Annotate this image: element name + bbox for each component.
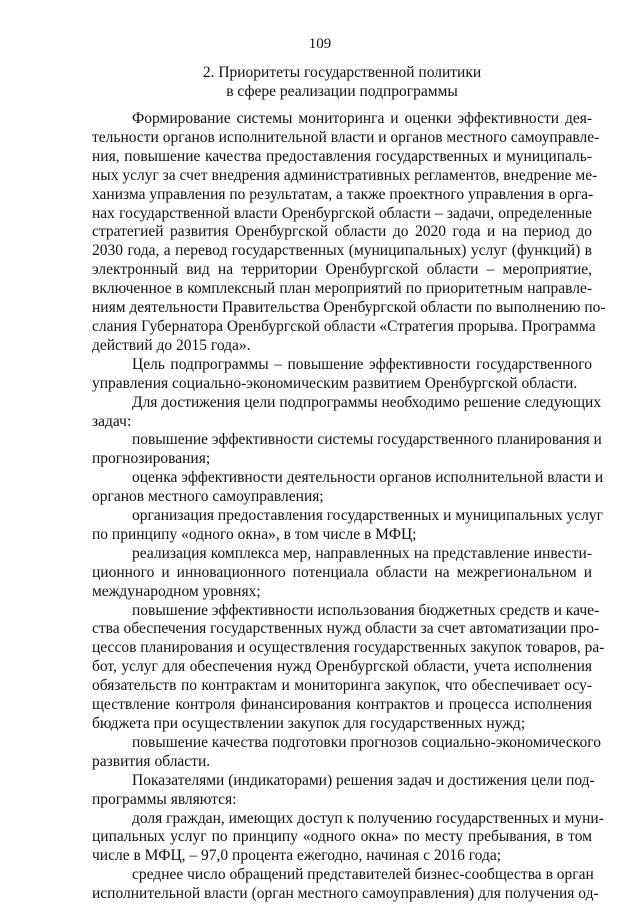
text-line: развития области. bbox=[92, 752, 211, 770]
text-line: исполнительной власти (орган местного самоуправления) для получения од- bbox=[92, 885, 599, 903]
text-line: Для достижения цели подпрограммы необходимо решение следующих bbox=[132, 393, 602, 411]
text-line: Формирование системы мониторинга и оценки эффективности дея- bbox=[132, 110, 592, 127]
text-line: доля граждан, имеющих доступ к получению государственных и муни- bbox=[132, 809, 604, 827]
text-line: ционного и инновационного потенциала области на межрегиональном и bbox=[92, 563, 592, 581]
text-line: обязательств по контрактам и мониторинга закупок, что обеспечивает осу- bbox=[92, 677, 592, 695]
text-line: ниям деятельности Правительства Оренбургской области по выполнению по- bbox=[92, 299, 606, 317]
text-line: организация предоставления государственных и муниципальных услуг bbox=[132, 507, 604, 525]
text-line: Цель подпрограммы – повышение эффективности государственного bbox=[132, 355, 592, 373]
text-line: задач: bbox=[92, 412, 132, 430]
text-line: тельности органов исполнительной власти и органов местного самоуправле- bbox=[92, 128, 600, 146]
text-line: стратегией развития Оренбургской области до 2020 года и на период до bbox=[92, 223, 592, 241]
text-line: среднее число обращений представителей бизнес-сообщества в орган bbox=[132, 866, 594, 884]
text-line: ханизма управления по результатам, а также проектного управления в орга- bbox=[92, 185, 594, 203]
text-line: Показателями (индикаторами) решения задач и достижения цели под- bbox=[132, 771, 595, 789]
text-line: по принципу «одного окна», в том числе в МФЦ; bbox=[92, 525, 417, 543]
text-line: ципальных услуг по принципу «одного окна» по месту пребывания, в том bbox=[92, 828, 592, 846]
text-line: бюджета при осуществлении закупок для государственных нужд; bbox=[92, 715, 526, 732]
text-line: нах государственной власти Оренбургской области – задачи, определенные bbox=[92, 204, 592, 222]
text-line: 2030 года, а перевод государственных (муниципальных) услуг (функций) в bbox=[92, 242, 592, 260]
section-heading-line: 2. Приоритеты государственной политики bbox=[202, 64, 482, 81]
text-line: повышение качества подготовки прогнозов социально-экономического bbox=[132, 733, 601, 751]
text-line: цессов планирования и осуществления государственных закупок товаров, ра- bbox=[92, 639, 605, 657]
text-line: оценка эффективности деятельности органов исполнительной власти и bbox=[132, 469, 604, 487]
page-number: 109 bbox=[308, 36, 332, 52]
text-line: бот, услуг для обеспечения нужд Оренбургской области, учета исполнения bbox=[92, 658, 592, 676]
section-heading-line: в сфере реализации подпрограммы bbox=[226, 83, 458, 100]
text-line: действий до 2015 года». bbox=[92, 336, 251, 354]
text-line: прогнозирования; bbox=[92, 450, 211, 468]
text-line: ства обеспечения государственных нужд области за счет автоматизации про- bbox=[92, 620, 600, 638]
text-line: числе в МФЦ, – 97,0 процента ежегодно, начиная с 2016 года; bbox=[92, 847, 502, 865]
body-text bbox=[92, 110, 606, 904]
text-line: включенное в комплексный план мероприятий по приоритетным направле- bbox=[92, 280, 592, 298]
text-line: реализация комплекса мер, направленных на представление инвести- bbox=[132, 544, 592, 562]
text-line: управления социально-экономическим развитием Оренбургской области. bbox=[92, 374, 578, 392]
text-line: ных услуг за счет внедрения административных регламентов, внедрение ме- bbox=[92, 166, 598, 184]
text-line: повышение эффективности системы государственного планирования и bbox=[132, 431, 602, 449]
section-heading bbox=[112, 63, 572, 101]
text-line: ния, повышение качества предоставления государственных и муниципаль- bbox=[92, 147, 592, 165]
text-line: ществление контроля финансирования контрактов и процесса исполнения bbox=[92, 696, 592, 714]
text-line: международном уровнях; bbox=[92, 582, 261, 600]
text-line: электронный вид на территории Оренбургской области – мероприятие, bbox=[92, 261, 592, 279]
text-line: органов местного самоуправления; bbox=[92, 488, 324, 506]
text-line: слания Губернатора Оренбургской области «Стратегия прорыва. Программа bbox=[92, 317, 596, 335]
text-line: повышение эффективности использования бюджетных средств и каче- bbox=[132, 601, 600, 619]
text-line: программы являются: bbox=[92, 790, 237, 808]
